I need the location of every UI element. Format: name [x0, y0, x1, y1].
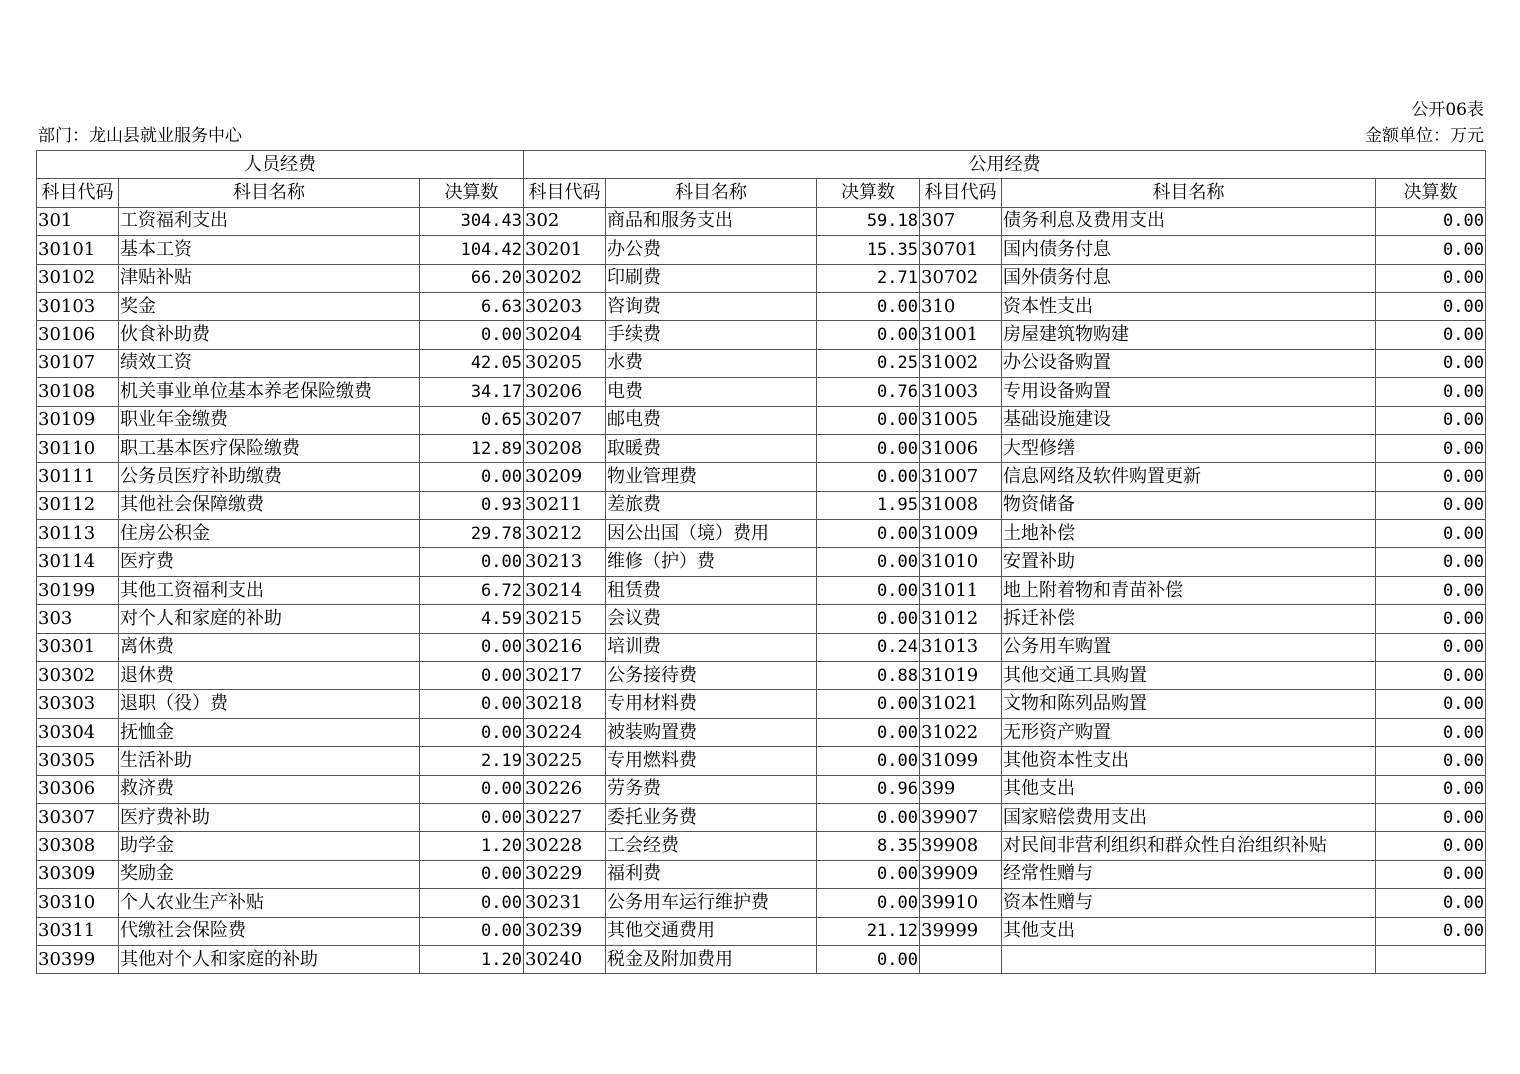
subject-code-cell: 30304 — [37, 718, 119, 746]
amount-cell: 0.00 — [817, 463, 920, 491]
amount-cell: 0.00 — [817, 860, 920, 888]
amount-cell: 0.96 — [817, 775, 920, 803]
subject-name-cell: 津贴补贴 — [119, 264, 420, 292]
amount-cell: 0.00 — [817, 406, 920, 434]
amount-cell: 0.00 — [1376, 633, 1486, 661]
subject-code-cell: 30111 — [37, 463, 119, 491]
amount-cell: 0.00 — [420, 718, 524, 746]
subject-code-cell: 30212 — [524, 520, 606, 548]
subject-name-cell: 其他支出 — [1002, 775, 1376, 803]
subject-name-cell: 因公出国（境）费用 — [606, 520, 817, 548]
subject-code-cell: 31021 — [920, 690, 1002, 718]
subject-name-cell: 差旅费 — [606, 491, 817, 519]
amount-cell: 0.00 — [1376, 491, 1486, 519]
amount-cell: 0.00 — [1376, 463, 1486, 491]
subject-code-cell: 31002 — [920, 349, 1002, 377]
subject-name-cell: 税金及附加费用 — [606, 945, 817, 973]
table-row — [37, 378, 1486, 406]
column-header-code: 科目代码 — [37, 179, 119, 207]
subject-name-cell: 其他支出 — [1002, 917, 1376, 945]
amount-cell: 0.93 — [420, 491, 524, 519]
subject-code-cell: 30101 — [37, 236, 119, 264]
subject-name-cell: 办公费 — [606, 236, 817, 264]
subject-name-cell: 国外债务付息 — [1002, 264, 1376, 292]
subject-code-cell: 31003 — [920, 378, 1002, 406]
amount-cell: 2.71 — [817, 264, 920, 292]
subject-code-cell: 30218 — [524, 690, 606, 718]
subject-code-cell: 30207 — [524, 406, 606, 434]
subject-code-cell: 30225 — [524, 747, 606, 775]
subject-name-cell: 专用设备购置 — [1002, 378, 1376, 406]
subject-name-cell: 印刷费 — [606, 264, 817, 292]
table-row — [37, 803, 1486, 831]
subject-name-cell: 职业年金缴费 — [119, 406, 420, 434]
subject-name-cell: 维修（护）费 — [606, 548, 817, 576]
subject-name-cell: 培训费 — [606, 633, 817, 661]
table-row — [37, 889, 1486, 917]
amount-cell: 0.00 — [1376, 576, 1486, 604]
column-header-name: 科目名称 — [606, 179, 817, 207]
subject-name-cell: 电费 — [606, 378, 817, 406]
personnel-expense-header: 人员经费 — [37, 151, 524, 179]
amount-cell: 59.18 — [817, 207, 920, 235]
subject-name-cell: 公务接待费 — [606, 662, 817, 690]
subject-name-cell: 被装购置费 — [606, 718, 817, 746]
subject-name-cell: 土地补偿 — [1002, 520, 1376, 548]
amount-cell: 0.00 — [420, 662, 524, 690]
column-header-amount: 决算数 — [817, 179, 920, 207]
subject-name-cell: 商品和服务支出 — [606, 207, 817, 235]
subject-name-cell: 物资储备 — [1002, 491, 1376, 519]
subject-name-cell — [1002, 945, 1376, 973]
subject-code-cell: 30215 — [524, 605, 606, 633]
amount-cell: 0.00 — [817, 434, 920, 462]
subject-code-cell: 30204 — [524, 321, 606, 349]
subject-name-cell: 奖金 — [119, 292, 420, 320]
amount-cell: 0.00 — [817, 690, 920, 718]
amount-cell: 0.00 — [1376, 718, 1486, 746]
amount-cell: 0.00 — [1376, 803, 1486, 831]
subject-name-cell: 委托业务费 — [606, 803, 817, 831]
subject-name-cell: 文物和陈列品购置 — [1002, 690, 1376, 718]
subject-code-cell: 31008 — [920, 491, 1002, 519]
subject-name-cell: 生活补助 — [119, 747, 420, 775]
table-row — [37, 633, 1486, 661]
subject-code-cell: 30107 — [37, 349, 119, 377]
subject-code-cell: 31012 — [920, 605, 1002, 633]
subject-code-cell: 39999 — [920, 917, 1002, 945]
subject-name-cell: 债务利息及费用支出 — [1002, 207, 1376, 235]
amount-cell: 0.00 — [1376, 605, 1486, 633]
amount-cell: 0.00 — [420, 690, 524, 718]
subject-code-cell: 30301 — [37, 633, 119, 661]
amount-cell: 0.00 — [817, 576, 920, 604]
subject-code-cell: 31005 — [920, 406, 1002, 434]
subject-name-cell: 水费 — [606, 349, 817, 377]
table-row — [37, 434, 1486, 462]
table-row — [37, 747, 1486, 775]
subject-code-cell: 30201 — [524, 236, 606, 264]
amount-cell: 0.00 — [1376, 860, 1486, 888]
subject-code-cell: 39907 — [920, 803, 1002, 831]
subject-code-cell: 30110 — [37, 434, 119, 462]
amount-cell: 0.00 — [1376, 690, 1486, 718]
department-label: 部门：龙山县就业服务中心 — [38, 126, 242, 146]
subject-code-cell: 30216 — [524, 633, 606, 661]
amount-cell: 0.65 — [420, 406, 524, 434]
amount-cell: 0.00 — [1376, 292, 1486, 320]
column-header-code: 科目代码 — [920, 179, 1002, 207]
amount-cell: 66.20 — [420, 264, 524, 292]
subject-code-cell: 31001 — [920, 321, 1002, 349]
amount-cell: 0.00 — [1376, 832, 1486, 860]
amount-cell: 0.00 — [1376, 406, 1486, 434]
amount-cell: 1.95 — [817, 491, 920, 519]
subject-code-cell: 399 — [920, 775, 1002, 803]
subject-name-cell: 国内债务付息 — [1002, 236, 1376, 264]
amount-cell: 0.00 — [1376, 747, 1486, 775]
subject-code-cell: 30308 — [37, 832, 119, 860]
subject-code-cell: 39910 — [920, 889, 1002, 917]
table-row — [37, 945, 1486, 973]
amount-cell: 2.19 — [420, 747, 524, 775]
amount-cell: 0.00 — [817, 605, 920, 633]
amount-cell: 1.20 — [420, 945, 524, 973]
subject-name-cell: 咨询费 — [606, 292, 817, 320]
subject-code-cell: 30113 — [37, 520, 119, 548]
subject-code-cell: 30227 — [524, 803, 606, 831]
table-row — [37, 349, 1486, 377]
subject-code-cell: 31011 — [920, 576, 1002, 604]
subject-code-cell: 31013 — [920, 633, 1002, 661]
subject-name-cell: 基础设施建设 — [1002, 406, 1376, 434]
amount-cell: 0.00 — [1376, 548, 1486, 576]
amount-cell: 0.00 — [1376, 236, 1486, 264]
subject-name-cell: 信息网络及软件购置更新 — [1002, 463, 1376, 491]
subject-code-cell: 302 — [524, 207, 606, 235]
subject-name-cell: 其他工资福利支出 — [119, 576, 420, 604]
subject-code-cell: 31006 — [920, 434, 1002, 462]
subject-name-cell: 手续费 — [606, 321, 817, 349]
subject-code-cell: 30305 — [37, 747, 119, 775]
subject-code-cell: 31007 — [920, 463, 1002, 491]
subject-name-cell: 会议费 — [606, 605, 817, 633]
amount-cell: 0.00 — [817, 803, 920, 831]
subject-code-cell: 30103 — [37, 292, 119, 320]
subject-name-cell: 大型修缮 — [1002, 434, 1376, 462]
subject-name-cell: 机关事业单位基本养老保险缴费 — [119, 378, 420, 406]
amount-cell: 12.89 — [420, 434, 524, 462]
subject-name-cell: 专用燃料费 — [606, 747, 817, 775]
column-header-name: 科目名称 — [119, 179, 420, 207]
amount-cell: 0.25 — [817, 349, 920, 377]
amount-cell: 4.59 — [420, 605, 524, 633]
amount-cell: 0.00 — [817, 292, 920, 320]
amount-cell: 0.00 — [817, 520, 920, 548]
subject-name-cell: 经常性赠与 — [1002, 860, 1376, 888]
table-row — [37, 406, 1486, 434]
subject-code-cell: 30310 — [37, 889, 119, 917]
table-body — [37, 207, 1486, 974]
subject-name-cell: 无形资产购置 — [1002, 718, 1376, 746]
table-row — [37, 662, 1486, 690]
subject-name-cell: 伙食补助费 — [119, 321, 420, 349]
subject-name-cell: 劳务费 — [606, 775, 817, 803]
amount-cell: 0.00 — [817, 945, 920, 973]
amount-cell: 6.63 — [420, 292, 524, 320]
subject-name-cell: 其他对个人和家庭的补助 — [119, 945, 420, 973]
subject-code-cell: 30231 — [524, 889, 606, 917]
column-header-amount: 决算数 — [1376, 179, 1486, 207]
subject-code-cell: 30226 — [524, 775, 606, 803]
subject-name-cell: 地上附着物和青苗补偿 — [1002, 576, 1376, 604]
subject-name-cell: 职工基本医疗保险缴费 — [119, 434, 420, 462]
subject-code-cell: 30108 — [37, 378, 119, 406]
subject-code-cell: 30203 — [524, 292, 606, 320]
amount-cell: 0.00 — [1376, 775, 1486, 803]
table-row — [37, 321, 1486, 349]
amount-cell: 0.00 — [420, 917, 524, 945]
subject-code-cell: 30213 — [524, 548, 606, 576]
subject-name-cell: 绩效工资 — [119, 349, 420, 377]
expenditure-table — [36, 150, 1486, 974]
subject-name-cell: 国家赔偿费用支出 — [1002, 803, 1376, 831]
subject-name-cell: 代缴社会保险费 — [119, 917, 420, 945]
amount-cell: 104.42 — [420, 236, 524, 264]
subject-name-cell: 房屋建筑物购建 — [1002, 321, 1376, 349]
table-row — [37, 605, 1486, 633]
subject-code-cell: 310 — [920, 292, 1002, 320]
subject-code-cell: 30102 — [37, 264, 119, 292]
table-row — [37, 718, 1486, 746]
group-header-row — [37, 151, 1486, 179]
subject-name-cell: 其他社会保障缴费 — [119, 491, 420, 519]
subject-name-cell: 奖励金 — [119, 860, 420, 888]
subject-name-cell: 对个人和家庭的补助 — [119, 605, 420, 633]
subject-code-cell: 30240 — [524, 945, 606, 973]
subject-code-cell: 30217 — [524, 662, 606, 690]
amount-cell: 0.00 — [1376, 889, 1486, 917]
subject-code-cell: 30239 — [524, 917, 606, 945]
subject-code-cell: 30109 — [37, 406, 119, 434]
amount-cell: 0.00 — [420, 889, 524, 917]
subject-code-cell: 39908 — [920, 832, 1002, 860]
subject-code-cell: 31010 — [920, 548, 1002, 576]
subject-code-cell: 30302 — [37, 662, 119, 690]
subject-code-cell: 30106 — [37, 321, 119, 349]
table-row — [37, 463, 1486, 491]
amount-cell: 0.00 — [817, 889, 920, 917]
subject-name-cell: 邮电费 — [606, 406, 817, 434]
subject-name-cell: 退职（役）费 — [119, 690, 420, 718]
subject-name-cell: 安置补助 — [1002, 548, 1376, 576]
amount-cell: 29.78 — [420, 520, 524, 548]
subject-name-cell: 其他交通工具购置 — [1002, 662, 1376, 690]
amount-cell: 0.00 — [1376, 662, 1486, 690]
subject-name-cell: 资本性支出 — [1002, 292, 1376, 320]
subject-name-cell: 资本性赠与 — [1002, 889, 1376, 917]
subject-code-cell: 30208 — [524, 434, 606, 462]
subject-name-cell: 拆迁补偿 — [1002, 605, 1376, 633]
table-row — [37, 292, 1486, 320]
subject-code-cell — [920, 945, 1002, 973]
table-row — [37, 548, 1486, 576]
amount-cell: 0.00 — [420, 860, 524, 888]
subject-name-cell: 工资福利支出 — [119, 207, 420, 235]
amount-unit-label: 金额单位：万元 — [1365, 126, 1484, 146]
amount-cell: 8.35 — [817, 832, 920, 860]
subject-code-cell: 30114 — [37, 548, 119, 576]
subject-code-cell: 30228 — [524, 832, 606, 860]
amount-cell: 0.00 — [1376, 349, 1486, 377]
subject-name-cell: 公务用车运行维护费 — [606, 889, 817, 917]
subject-name-cell: 医疗费补助 — [119, 803, 420, 831]
subject-name-cell: 福利费 — [606, 860, 817, 888]
amount-cell: 1.20 — [420, 832, 524, 860]
subject-name-cell: 助学金 — [119, 832, 420, 860]
subject-code-cell: 31019 — [920, 662, 1002, 690]
public-expense-header: 公用经费 — [524, 151, 1486, 179]
table-row — [37, 917, 1486, 945]
subject-code-cell: 30306 — [37, 775, 119, 803]
column-header-row — [37, 179, 1486, 207]
amount-cell: 0.00 — [420, 548, 524, 576]
subject-code-cell: 30205 — [524, 349, 606, 377]
subject-name-cell: 医疗费 — [119, 548, 420, 576]
subject-name-cell: 住房公积金 — [119, 520, 420, 548]
subject-code-cell: 30224 — [524, 718, 606, 746]
amount-cell: 0.00 — [817, 548, 920, 576]
subject-code-cell: 31009 — [920, 520, 1002, 548]
subject-code-cell: 30112 — [37, 491, 119, 519]
column-header-amount: 决算数 — [420, 179, 524, 207]
subject-name-cell: 离休费 — [119, 633, 420, 661]
table-row — [37, 832, 1486, 860]
subject-code-cell: 30309 — [37, 860, 119, 888]
subject-code-cell: 30701 — [920, 236, 1002, 264]
subject-name-cell: 工会经费 — [606, 832, 817, 860]
amount-cell: 42.05 — [420, 349, 524, 377]
amount-cell: 0.00 — [1376, 434, 1486, 462]
subject-code-cell: 30206 — [524, 378, 606, 406]
subject-name-cell: 救济费 — [119, 775, 420, 803]
amount-cell: 0.88 — [817, 662, 920, 690]
subject-code-cell: 31022 — [920, 718, 1002, 746]
column-header-code: 科目代码 — [524, 179, 606, 207]
amount-cell: 0.00 — [420, 775, 524, 803]
subject-name-cell: 专用材料费 — [606, 690, 817, 718]
amount-cell: 0.00 — [1376, 520, 1486, 548]
subject-name-cell: 退休费 — [119, 662, 420, 690]
subject-name-cell: 取暖费 — [606, 434, 817, 462]
subject-code-cell: 39909 — [920, 860, 1002, 888]
table-row — [37, 264, 1486, 292]
subject-name-cell: 公务员医疗补助缴费 — [119, 463, 420, 491]
table-row — [37, 690, 1486, 718]
subject-code-cell: 31099 — [920, 747, 1002, 775]
subject-name-cell: 个人农业生产补贴 — [119, 889, 420, 917]
subject-code-cell: 303 — [37, 605, 119, 633]
amount-cell: 0.00 — [1376, 321, 1486, 349]
subject-code-cell: 30202 — [524, 264, 606, 292]
subject-code-cell: 30702 — [920, 264, 1002, 292]
table-row — [37, 520, 1486, 548]
amount-cell — [1376, 945, 1486, 973]
subject-name-cell: 物业管理费 — [606, 463, 817, 491]
amount-cell: 0.00 — [1376, 378, 1486, 406]
amount-cell: 0.76 — [817, 378, 920, 406]
table-row — [37, 775, 1486, 803]
amount-cell: 0.00 — [817, 321, 920, 349]
amount-cell: 0.00 — [420, 321, 524, 349]
amount-cell: 21.12 — [817, 917, 920, 945]
subject-code-cell: 30311 — [37, 917, 119, 945]
table-row — [37, 860, 1486, 888]
form-number: 公开06表 — [1411, 100, 1484, 120]
subject-name-cell: 租赁费 — [606, 576, 817, 604]
subject-code-cell: 30211 — [524, 491, 606, 519]
subject-code-cell: 307 — [920, 207, 1002, 235]
subject-name-cell: 办公设备购置 — [1002, 349, 1376, 377]
table-row — [37, 236, 1486, 264]
amount-cell: 0.00 — [1376, 207, 1486, 235]
table-row — [37, 576, 1486, 604]
amount-cell: 0.00 — [1376, 264, 1486, 292]
table-row — [37, 207, 1486, 235]
subject-name-cell: 对民间非营利组织和群众性自治组织补贴 — [1002, 832, 1376, 860]
subject-code-cell: 30229 — [524, 860, 606, 888]
amount-cell: 34.17 — [420, 378, 524, 406]
subject-name-cell: 基本工资 — [119, 236, 420, 264]
amount-cell: 6.72 — [420, 576, 524, 604]
amount-cell: 0.00 — [420, 463, 524, 491]
subject-name-cell: 其他资本性支出 — [1002, 747, 1376, 775]
amount-cell: 0.00 — [817, 747, 920, 775]
amount-cell: 15.35 — [817, 236, 920, 264]
amount-cell: 0.00 — [420, 633, 524, 661]
subject-name-cell: 其他交通费用 — [606, 917, 817, 945]
amount-cell: 304.43 — [420, 207, 524, 235]
subject-code-cell: 30214 — [524, 576, 606, 604]
subject-code-cell: 30399 — [37, 945, 119, 973]
subject-code-cell: 30303 — [37, 690, 119, 718]
amount-cell: 0.00 — [817, 718, 920, 746]
amount-cell: 0.24 — [817, 633, 920, 661]
subject-code-cell: 30209 — [524, 463, 606, 491]
amount-cell: 0.00 — [1376, 917, 1486, 945]
subject-code-cell: 30307 — [37, 803, 119, 831]
amount-cell: 0.00 — [420, 803, 524, 831]
column-header-name: 科目名称 — [1002, 179, 1376, 207]
subject-code-cell: 30199 — [37, 576, 119, 604]
subject-code-cell: 301 — [37, 207, 119, 235]
subject-name-cell: 抚恤金 — [119, 718, 420, 746]
table-row — [37, 491, 1486, 519]
subject-name-cell: 公务用车购置 — [1002, 633, 1376, 661]
